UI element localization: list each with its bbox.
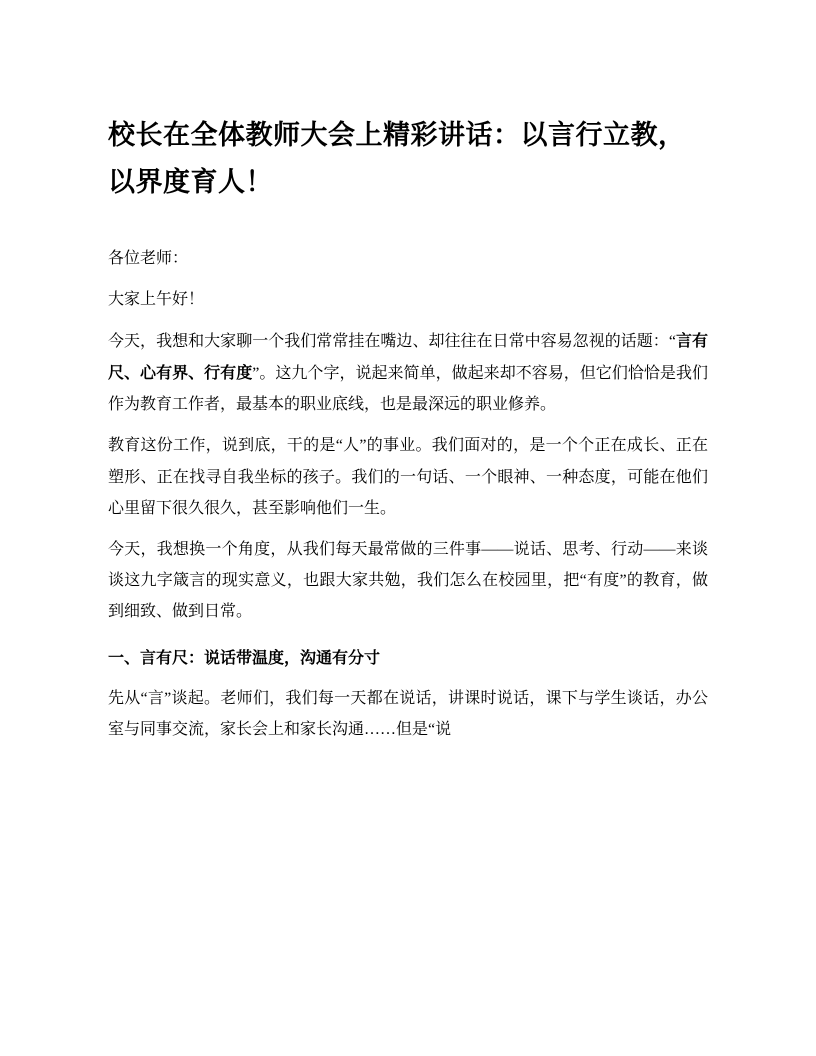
page-title: 校长在全体教师大会上精彩讲话：以言行立教，以界度育人！ (108, 120, 686, 199)
body-paragraph-4: 先从“言”谈起。老师们，我们每一天都在说话，讲课时说话，课下与学生谈话，办公室与同事交流，家长会上和家长沟通……但是“说 (108, 689, 708, 738)
body-paragraph-3: 今天，我想换一个角度，从我们每天最常做的三件事——说话、思考、行动——来谈谈这九字箴言的现实意义，也跟大家共勉，我们怎么在校园里，把“有度”的教育，做到细致、做到日常。 (108, 541, 708, 621)
body-paragraph-2: 教育这份工作，说到底，干的是“人”的事业。我们面对的，是一个个正在成长、正在塑形、正在找寻自我坐标的孩子。我们的一句话、一个眼神、一种态度，可能在他们心里留下很久很久，甚至影响他们一生。 (108, 437, 708, 517)
body-paragraph-1: 今天，我想和大家聊一个我们常常挂在嘴边、却往往在日常中容易忽视的话题：“言有尺、心有界、行有度”。这九个字，说起来简单，做起来却不容易，但它们恰恰是我们作为教育工作者，最基本的职业底线，也是最深远的职业修养。 (108, 330, 708, 414)
salutation-line: 各位老师： (108, 249, 189, 267)
section-heading-1: 一、言有尺：说话带温度，沟通有分寸 (108, 647, 381, 667)
greeting-line: 大家上午好！ (108, 290, 205, 308)
